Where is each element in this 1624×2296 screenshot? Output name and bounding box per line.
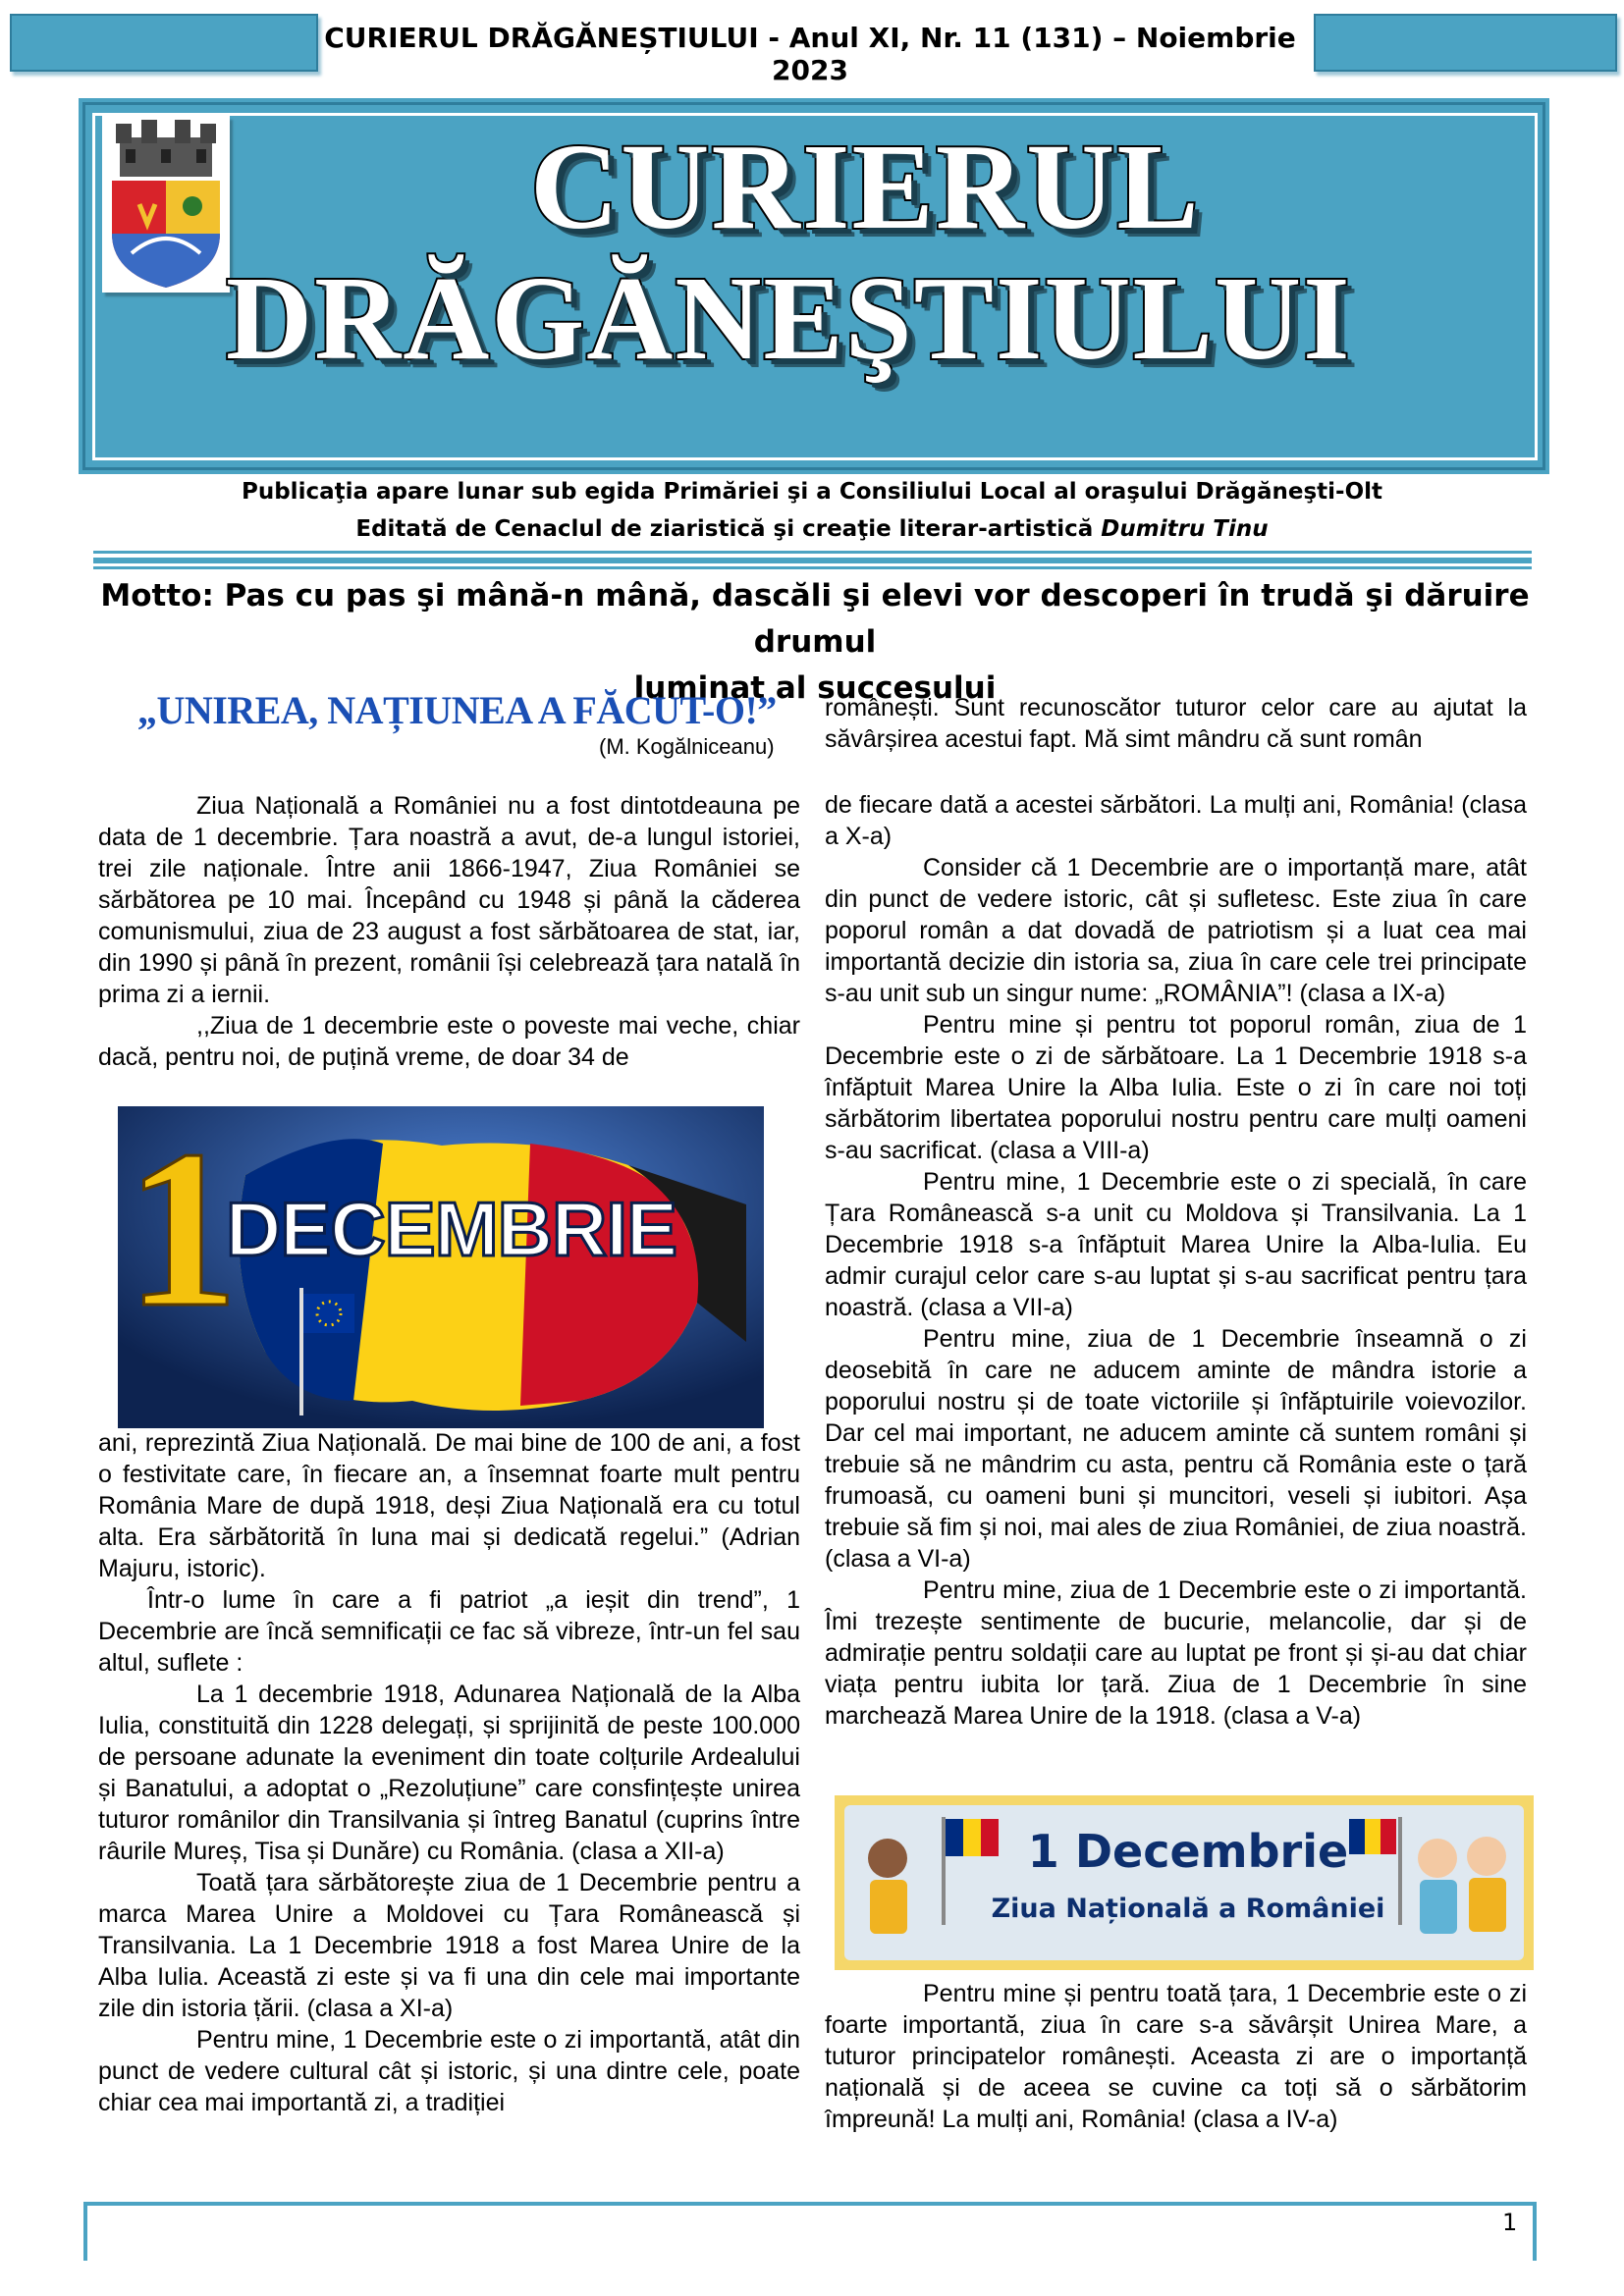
right-column-main [825,789,1527,1732]
right-column-top [825,692,1527,755]
motto-line1: Motto: Pas cu pas şi mână-n mână, dascăli şi elevi vor descoperi în trudă şi dăruire drumul [100,578,1530,660]
paragraph: Pentru mine, 1 Decembrie este o zi specială, în care Țara Românească s-a unit cu Moldova și Transilvania. La 1 Decembrie 1918 s-a înfăptuit Marea Unire la Alba-Iulia. Eu admir curajul celor care s-au luptat și s-au sacrificat pentru țara noastră. (clasa a VII-a) [825,1168,1527,1321]
paragraph: Toată țara sărbătorește ziua de 1 Decembrie pentru a marca Marea Unire a Moldovei cu Țara Românească și Transilvania. La 1 Decembrie 1918 a fost Marea Unire de la Alba Iulia. Această zi este și va fi una din cele mai importante zile din istoria țării. (clasa a XI-a) [98,1869,800,2022]
publication-line1: Publicaţia apare lunar sub egida Primăriei şi a Consiliului Local al oraşului Drăgăneşti-Olt [241,479,1383,505]
right-column-bottom [825,1978,1527,2135]
masthead-title-line2: DRĂGĂNEŞTIULUI [226,252,1352,385]
paragraph: românești. Sunt recunoscător tuturor celor care au ajutat la săvârșirea acestui fapt. Mă simt mândru că sunt român [825,694,1527,753]
paragraph: Ziua Națională a României nu a fost dintotdeauna pe data de 1 decembrie. Țara noastră a avut, de-a lungul istoriei, trei zile naționale. Între anii 1866-1947, Ziua României se sărbătorea pe 10 mai. Începând cu 1948 și până la căderea comunismului, ziua de 23 august a fost sărbătoarea de stat, iar, din 1990 și până în prezent, românii își celebrează țara natală în prima zi a iernii. [98,792,800,1008]
publication-editor-name: Dumitru Tinu [1101,516,1269,542]
quote-source: (M. Kogălniceanu) [599,734,775,759]
divider [93,558,1532,563]
publication-editor: Editată de Cenaclul de ziaristică şi creaţie literar-artistică [355,516,1102,542]
paragraph: de fiecare dată a acestei sărbători. La mulți ani, România! (clasa a X-a) [825,791,1527,850]
divider [93,566,1532,569]
eu-flag-icon [299,1288,358,1415]
big-one-digit: 1 [126,1106,239,1354]
header-band-right [1314,14,1617,72]
paragraph: Într-o lume în care a fi patriot „a ieșit din trend”, 1 Decembrie are încă semnificații ce fac să vibreze, într-un fel sau altul, suflete : [98,1586,800,1677]
footer-frame [83,2202,1537,2261]
ziua-nationala-banner [835,1795,1534,1970]
page-number: 1 [1502,2209,1518,2236]
paragraph: Pentru mine și pentru tot poporul român, ziua de 1 Decembrie este o zi de sărbătoare. La 1 Decembrie 1918 s-a înfăptuit Marea Unire la Alba Iulia. Este o zi în care noi toți sărbătorim libertatea poporului nostru pentru care mulți oameni s-au sacrificat. (clasa a VIII-a) [825,1011,1527,1164]
coat-of-arms-icon [102,116,230,293]
divider [93,551,1532,554]
left-column-bottom [98,1427,800,2118]
publication-line2 [0,516,1624,542]
banner-title: 1 Decembrie [1027,1825,1349,1878]
left-column-top [98,790,800,1073]
decembrie-word: DECEMBRIE [226,1186,677,1272]
decembrie-image [118,1106,764,1428]
paragraph: Pentru mine, ziua de 1 Decembrie înseamnă o zi deosebită în care ne aducem aminte de mândra istorie a poporului nostru și de toate victoriile și înfăptuirile voievozilor. Dar cel mai important, ne aducem aminte că suntem români și trebuie să ne mândrim cu asta, pentru că România este o țară frumoasă, cu oameni buni și muncitori, veseli și iubitori. Așa trebuie să fim și noi, mai ales de ziua României, de ziua noastră. (clasa a VI-a) [825,1325,1527,1573]
motto-line2: luminat al succesului [633,670,997,706]
paragraph: Pentru mine, ziua de 1 Decembrie este o zi importantă. Îmi trezește sentimente de bucurie, melancolie, dar și de admirație pentru soldații care au luptat pe front și și-au dat chiar viața pentru iubita lor țară. Ziua de 1 Decembrie în sine marchează Marea Unire de la 1918. (clasa a V-a) [825,1576,1527,1730]
paragraph: Consider că 1 Decembrie are o importanță mare, atât din punct de vedere istoric, cât și sufletesc. Este ziua în care poporul român a dat dovadă de patriotism și a luat cea mai importantă decizie din istoria sa, ziua în care cele trei principate s-au unit sub un singur nume: „ROMÂNIA”! (clasa a IX-a) [825,854,1527,1007]
issue-header: CURIERUL DRĂGĂNEȘTIULUI - Anul XI, Nr. 11 (131) – Noiembrie 2023 [324,22,1296,86]
paragraph: ,,Ziua de 1 decembrie este o poveste mai veche, chiar dacă, pentru noi, de puțină vreme, de doar 34 de [98,1012,800,1071]
paragraph: La 1 decembrie 1918, Adunarea Națională de la Alba Iulia, constituită din 1228 delegați, și sprijinită de peste 100.000 de persoane adunate la eveniment din toate colțurile Ardealului și Banatului, a adoptat o „Rezoluțiune” care consfințește unirea tuturor românilor din Transilvania și întreg Banatul (cuprins între râurile Mureș, Tisa și Dunăre) cu România. (clasa a XII-a) [98,1681,800,1865]
masthead-title-line1: CURIERUL [530,120,1201,255]
banner-subtitle: Ziua Națională a României [991,1894,1385,1924]
paragraph: Pentru mine, 1 Decembrie este o zi importantă, atât din punct de vedere cultural cât și istoric, și una dintre cele, poate chiar cea mai importantă zi, a tradiției [98,2026,800,2116]
paragraph: ani, reprezintă Ziua Națională. De mai bine de 100 de ani, a fost o festivitate care, în fiecare an, a însemnat foarte mult pentru România Mare de după 1918, deși Ziua Națională era cu totul alta. Era sărbătorită în luna mai și dedicată regelui.” (Adrian Majuru, istoric). [98,1429,800,1582]
article-title: „UNIREA, NAȚIUNEA A FĂCUT-O!” [137,688,777,732]
paragraph: Pentru mine și pentru toată țara, 1 Decembrie este o zi foarte importantă, ziua în care s-a săvârșit Unirea Mare, a tuturor principatelor românești. Aceasta zi are o importanță națională și de aceea se cuvine ca toți să o sărbătorim împreună! La mulți ani, România! (clasa a IV-a) [825,1980,1527,2133]
header-band-left [10,14,318,72]
